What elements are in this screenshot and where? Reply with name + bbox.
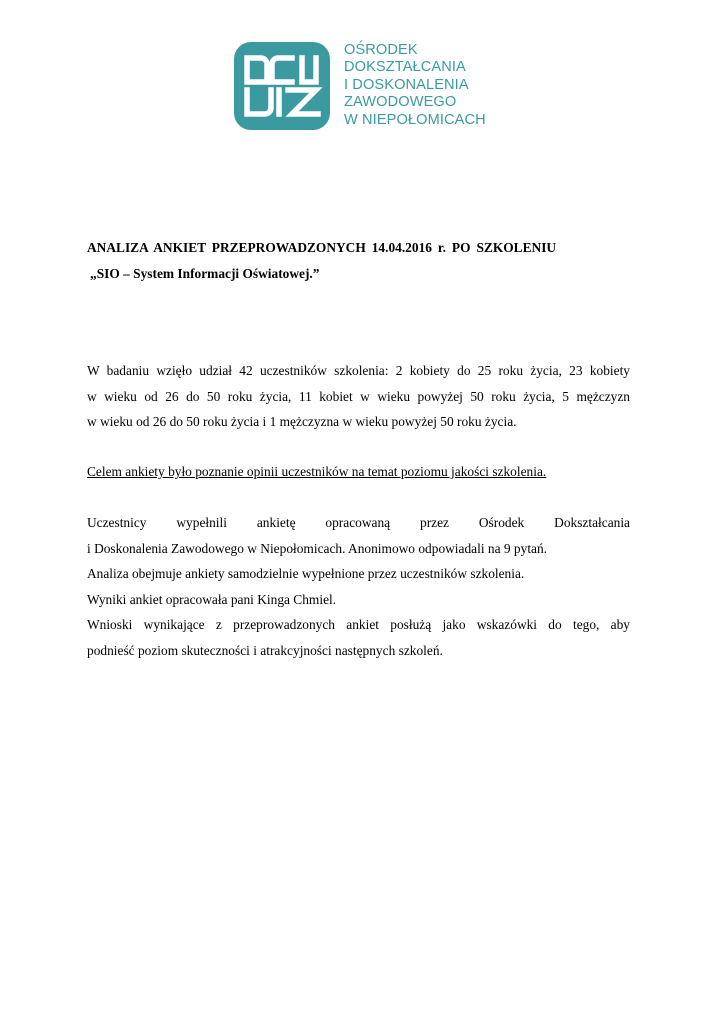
participants-paragraph [87,358,630,435]
paragraph-line: i Doskonalenia Zawodowego w Niepołomicach. Anonimowo odpowiadali na 9 pytań. [87,540,548,556]
logo-text-line: DOKSZTAŁCANIA [344,59,466,76]
heading-line-1: ANALIZA ANKIET PRZEPROWADZONYCH 14.04.2016 r. PO SZKOLENIU [87,240,557,255]
paragraph-line: Uczestnicy wypełnili ankietę opracowaną przez Ośrodek Dokształcania [87,515,630,530]
goal-statement [87,459,630,485]
logo-text-line: ZAWODOWEGO [344,94,457,111]
goal-statement-text: Celem ankiety było poznanie opinii uczestników na temat poziomu jakości szkolenia. [87,464,547,479]
institution-logo [232,40,522,134]
paragraph-line: w wieku od 26 do 50 roku życia i 1 mężczyzna w wieku powyżej 50 roku życia. [87,414,517,429]
logo-text-line: W NIEPOŁOMICACH [344,111,486,128]
paragraph-line: W badaniu wzięło udział 42 uczestników szkolenia: 2 kobiety do 25 roku życia, 23 kobiety [87,363,630,378]
paragraph-line: Wyniki ankiet opracowała pani Kinga Chmiel. [87,591,337,607]
heading-line-2: „SIO – System Informacji Oświatowej.” [90,266,320,281]
logo-text [344,42,486,129]
paragraph-line: w wieku od 26 do 50 roku życia, 11 kobiet w wieku powyżej 50 roku życia, 5 mężczyzn [87,388,630,404]
logo-text-line: I DOSKONALENIA [344,76,469,93]
survey-description-paragraph [87,510,630,663]
paragraph-line: Analiza obejmuje ankiety samodzielnie wypełnione przez uczestników szkolenia. [87,566,525,581]
odidz-logo-mark-icon [232,40,332,132]
paragraph-line: podnieść poziom skuteczności i atrakcyjności następnych szkoleń. [87,642,443,658]
document-heading [87,235,647,287]
logo-text-line: OŚRODEK [344,42,418,58]
paragraph-line: Wnioski wynikające z przeprowadzonych ankiet posłużą jako wskazówki do tego, aby [87,617,630,632]
